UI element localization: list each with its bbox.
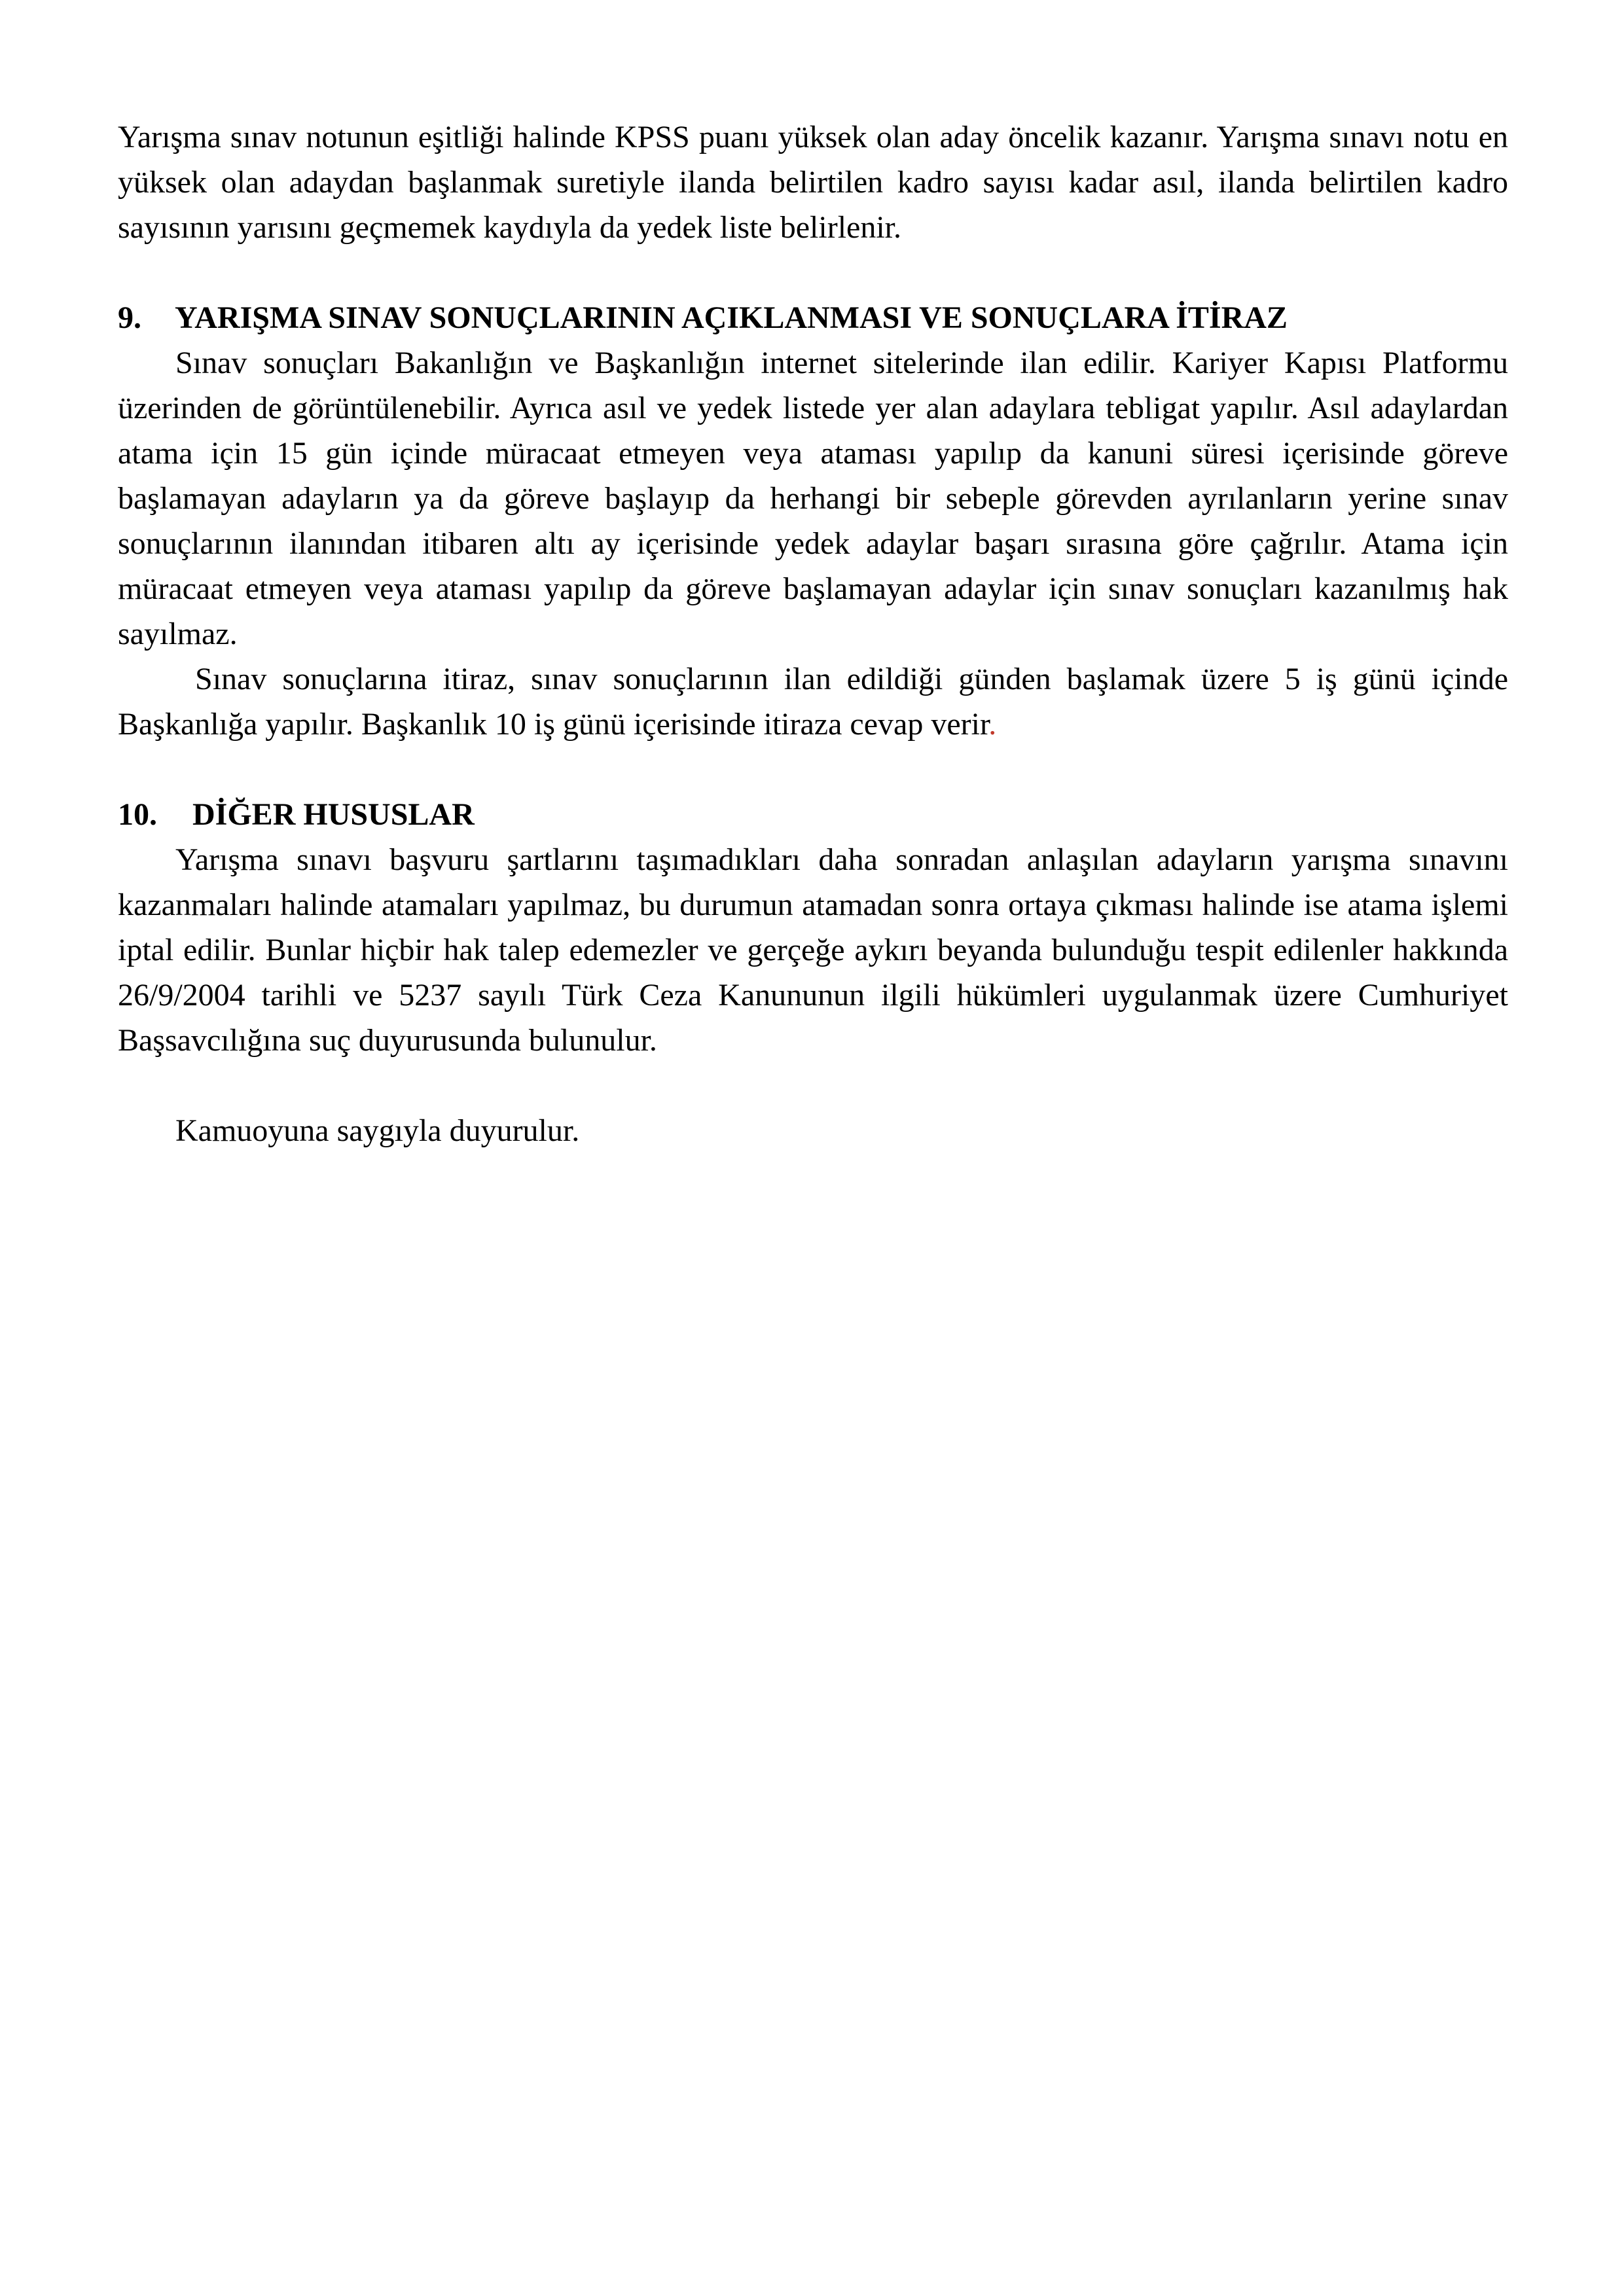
- spacer: [118, 250, 1508, 295]
- section-9-paragraph-2-text: Sınav sonuçlarına itiraz, sınav sonuçlarının ilan edildiği günden başlamak üzere 5 iş günü içinde Başkanlığa yapılır. Başkanlık 10 iş günü içerisinde itiraza cevap verir: [118, 662, 1508, 742]
- section-9-paragraph-2: [118, 656, 1508, 747]
- closing-line: Kamuoyuna saygıyla duyurulur.: [175, 1113, 580, 1148]
- section-10-title: DİĞER HUSUSLAR: [192, 797, 475, 832]
- section-10-heading: [118, 792, 1508, 837]
- section-9-paragraph-1: Sınav sonuçları Bakanlığın ve Başkanlığın internet sitelerinde ilan edilir. Kariyer Kapısı Platformu üzerinden de görüntülenebilir. Ayrıca asıl ve yedek listede yer alan adaylara tebligat yapılır. Asıl adaylardan atama için 15 gün içinde müracaat etmeyen veya ataması yapılıp da kanuni süresi içerisinde göreve başlamayan adayların ya da göreve başlayıp da herhangi bir sebeple görevden ayrılanların yerine sınav sonuçlarının ilanından itibaren altı ay içerisinde yedek adaylar başarı sırasına göre çağrılır. Atama için müracaat etmeyen veya ataması yapılıp da göreve başlamayan adaylar için sınav sonuçları kazanılmış hak sayılmaz.: [118, 346, 1508, 651]
- section-10-number: 10.: [118, 797, 157, 832]
- section-9-heading: [118, 295, 1508, 340]
- section-10-paragraph-1: Yarışma sınavı başvuru şartlarını taşımadıkları daha sonradan anlaşılan adayların yarışma sınavını kazanmaları halinde atamaları yapılmaz, bu durumun atamadan sonra ortaya çıkması halinde ise atama işlemi iptal edilir. Bunlar hiçbir hak talep edemezler ve gerçeğe aykırı beyanda bulunduğu tespit edilenler hakkında 26/9/2004 tarihli ve 5237 sayılı Türk Ceza Kanununun ilgili hükümleri uygulanmak üzere Cumhuriyet Başsavcılığına suç duyurusunda bulunulur.: [118, 842, 1508, 1058]
- section-9-number: 9.: [118, 300, 141, 335]
- spacer: [118, 747, 1508, 792]
- section-9-title: YARIŞMA SINAV SONUÇLARININ AÇIKLANMASI VE SONUÇLARA İTİRAZ: [175, 300, 1288, 335]
- intro-paragraph: Yarışma sınav notunun eşitliği halinde KPSS puanı yüksek olan aday öncelik kazanır. Yarışma sınavı notu en yüksek olan adaydan başlanmak suretiyle ilanda belirtilen kadro sayısı kadar asıl, ilanda belirtilen kadro sayısının yarısını geçmemek kaydıyla da yedek liste belirlenir.: [118, 120, 1508, 245]
- section-9-paragraph-2-end: .: [988, 707, 997, 742]
- document-page: [118, 115, 1508, 1153]
- spacer: [118, 1063, 1508, 1108]
